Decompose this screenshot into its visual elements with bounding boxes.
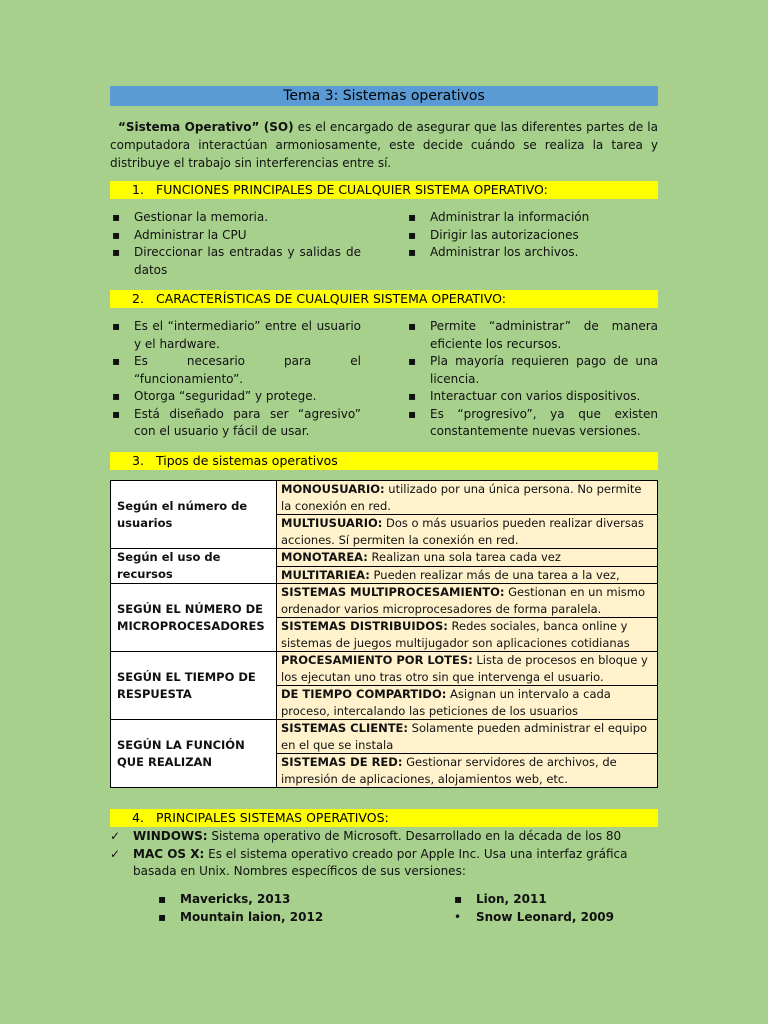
section-2-label: CARACTERÍSTICAS DE CUALQUIER SISTEMA OPERATIVO: xyxy=(156,291,506,306)
type-description: Pueden realizar más de una tarea a la vez, xyxy=(369,567,620,582)
os-description: Sistema operativo de Microsoft. Desarrollado en la década de los 80 xyxy=(207,829,622,843)
version-label: Mountain laion, 2012 xyxy=(180,909,324,924)
type-term: DE TIEMPO COMPARTIDO: xyxy=(281,687,447,701)
os-term: WINDOWS: xyxy=(133,829,208,843)
type-term: SISTEMAS DE RED: xyxy=(281,755,403,769)
characteristics-left-list xyxy=(112,318,361,441)
list-item: ▪ Administrar la CPU xyxy=(112,227,361,245)
table-description-cell xyxy=(277,686,658,720)
document-title: Tema 3: Sistemas operativos xyxy=(110,86,658,106)
type-term: PROCESAMIENTO POR LOTES: xyxy=(281,653,473,667)
functions-right-list xyxy=(408,209,658,262)
table-row xyxy=(111,652,658,686)
section-3-label: Tipos de sistemas operativos xyxy=(156,453,338,468)
type-term: SISTEMAS MULTIPROCESAMIENTO: xyxy=(281,585,505,599)
type-term: MONOUSUARIO: xyxy=(281,482,385,496)
functions-left-list xyxy=(112,209,361,279)
list-item xyxy=(110,828,658,846)
list-item: ▪ Interactuar con varios dispositivos. xyxy=(408,388,658,406)
type-description: Gestionan en un mismo ordenador varios microprocesadores de forma paralela. xyxy=(281,585,646,616)
list-item: ▪ Es el “intermediario” entre el usuario y el hardware. xyxy=(112,318,361,353)
table-description-cell xyxy=(277,754,658,788)
list-item: ▪ Administrar la información xyxy=(408,209,658,227)
square-bullet-icon: ▪ xyxy=(158,892,167,906)
type-term: MULTIUSUARIO: xyxy=(281,516,383,530)
list-item: ▪ Gestionar la memoria. xyxy=(112,209,361,227)
square-bullet-icon: ▪ xyxy=(158,909,167,924)
list-item: ▪ Es “progresivo”, ya que existen constantemente nuevas versiones. xyxy=(408,406,658,441)
list-item xyxy=(158,909,408,927)
mac-versions-right xyxy=(454,891,658,926)
type-description: Lista de procesos en bloque y los ejecutan uno tras otro sin que intervenga el usuario. xyxy=(281,653,648,684)
type-description: Dos o más usuarios pueden realizar diversas acciones. Sí permiten la conexión en red. xyxy=(281,516,644,547)
section-3-number: 3. xyxy=(132,453,144,468)
table-row xyxy=(111,481,658,515)
list-item: ▪ Otorga “seguridad” y protege. xyxy=(112,388,361,406)
list-item: ▪ Permite “administrar” de manera eficiente los recursos. xyxy=(408,318,658,353)
section-1-heading xyxy=(110,181,658,199)
version-label: Lion, 2011 xyxy=(476,892,547,906)
table-description-cell xyxy=(277,720,658,754)
square-bullet-icon: ▪ xyxy=(454,892,463,906)
section-4-label: PRINCIPALES SISTEMAS OPERATIVOS: xyxy=(156,810,389,825)
table-row xyxy=(111,720,658,754)
os-types-table xyxy=(110,480,658,788)
list-item xyxy=(158,891,408,909)
section-4-number: 4. xyxy=(132,810,144,825)
type-description: utilizado por una única persona. No permite la conexión en red. xyxy=(281,482,642,513)
table-row xyxy=(111,584,658,618)
os-description: Es el sistema operativo creado por Apple Inc. Usa una interfaz gráfica basada en Unix. Nombres específicos de sus versiones: xyxy=(133,846,628,878)
table-description-cell xyxy=(277,549,658,567)
type-description: Redes sociales, banca online y sistemas de juegos multijugador son aplicaciones cotidianas xyxy=(281,619,630,650)
table-description-cell xyxy=(277,618,658,652)
mac-versions-left xyxy=(158,891,408,926)
list-item: ▪ Dirigir las autorizaciones xyxy=(408,227,658,245)
list-item xyxy=(454,909,658,927)
intro-paragraph xyxy=(110,118,658,172)
section-1-number: 1. xyxy=(132,182,144,197)
table-description-cell xyxy=(277,584,658,618)
list-item: ▪ Está diseñado para ser “agresivo” con el usuario y fácil de usar. xyxy=(112,406,361,441)
table-description-cell xyxy=(277,566,658,584)
section-1-label: FUNCIONES PRINCIPALES DE CUALQUIER SISTEMA OPERATIVO: xyxy=(156,182,548,197)
characteristics-right-list xyxy=(408,318,658,441)
table-description-cell xyxy=(277,481,658,515)
check-icon: ✓ xyxy=(110,829,121,843)
table-row xyxy=(111,549,658,567)
table-category-cell xyxy=(111,549,277,584)
list-item: ▪ Pla mayoría requieren pago de una licencia. xyxy=(408,353,658,388)
section-3-heading xyxy=(110,452,658,470)
category-label: Según el uso de recursos xyxy=(117,550,221,581)
type-description: Asignan un intervalo a cada proceso, intercalando las peticiones de los usuarios xyxy=(281,687,611,718)
check-icon: ✓ xyxy=(110,846,121,861)
section-2-heading xyxy=(110,290,658,308)
type-term: MULTITARIEA: xyxy=(281,567,370,582)
list-item: ▪ Direccionar las entradas y salidas de datos xyxy=(112,244,361,279)
type-description: Realizan una sola tarea cada vez xyxy=(367,550,561,564)
list-item: ▪ Es necesario para el “funcionamiento”. xyxy=(112,353,361,388)
table-description-cell xyxy=(277,652,658,686)
round-bullet-icon: • xyxy=(454,909,462,924)
version-label: Mavericks, 2013 xyxy=(180,892,291,906)
type-term: SISTEMAS CLIENTE: xyxy=(281,721,408,735)
type-description: Gestionar servidores de archivos, de impresión de aplicaciones, alojamientos web, etc. xyxy=(281,755,617,786)
os-term: MAC OS X: xyxy=(133,846,205,861)
version-label: Snow Leonard, 2009 xyxy=(476,909,615,924)
section-2-number: 2. xyxy=(132,291,144,306)
table-category-cell: SEGÚN EL NÚMERO DE MICROPROCESADORES xyxy=(111,584,277,652)
table-description-cell xyxy=(277,515,658,549)
type-term: SISTEMAS DISTRIBUIDOS: xyxy=(281,619,448,633)
list-item xyxy=(454,891,658,909)
section-4-heading xyxy=(110,809,658,827)
intro-text: es el encargado de asegurar que las diferentes partes de la computadora interactúan armoniosamente, este decide cuándo se realiza la tarea y distribuye el trabajo sin interferencias entre sí. xyxy=(110,120,658,170)
table-category-cell: SEGÚN LA FUNCIÓN QUE REALIZAN xyxy=(111,720,277,788)
table-category-cell: SEGÚN EL TIEMPO DE RESPUESTA xyxy=(111,652,277,720)
intro-term: “Sistema Operativo” (SO) xyxy=(118,120,294,134)
table-category-cell: Según el número de usuarios xyxy=(111,481,277,549)
list-item: ▪ Administrar los archivos. xyxy=(408,244,658,262)
os-list xyxy=(110,828,658,881)
type-term: MONOTAREA: xyxy=(281,550,368,564)
type-description: Solamente pueden administrar el equipo en el que se instala xyxy=(281,721,648,752)
list-item xyxy=(110,846,658,881)
